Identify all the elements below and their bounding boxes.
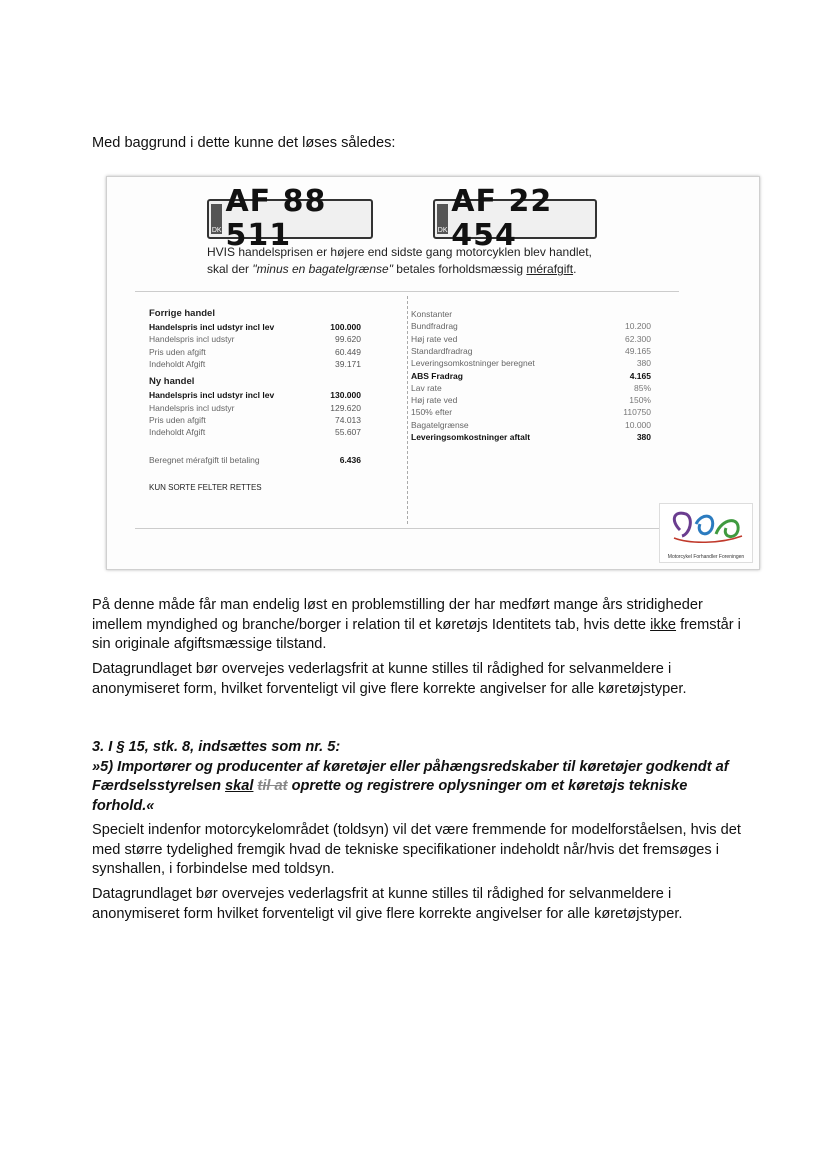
section-heading bbox=[92, 738, 742, 816]
caption-text: skal der bbox=[207, 262, 253, 276]
license-plate-new bbox=[433, 184, 597, 253]
paragraph-identity-loss bbox=[92, 596, 742, 655]
table-row-label: Bagatelgrænse bbox=[411, 419, 469, 430]
license-plate-old bbox=[207, 184, 373, 253]
caption-text: betales forholdsmæssig bbox=[392, 262, 527, 276]
table-row-value: 380 bbox=[636, 358, 651, 369]
table-row-value: 10.200 bbox=[625, 321, 651, 332]
intro-text: Med baggrund i dette kunne det løses således: bbox=[92, 135, 396, 151]
table-section-header: Forrige handel bbox=[149, 308, 215, 319]
tax-calculation-figure bbox=[106, 176, 760, 570]
column-divider bbox=[407, 296, 408, 524]
section-text: oprette og registrere oplysninger om et køretøjs tekniske forhold.« bbox=[92, 778, 688, 814]
table-row-value: 39.171 bbox=[335, 358, 361, 369]
caption-italic: "minus en bagatelgrænse" bbox=[252, 262, 393, 276]
table-row-value: 4.165 bbox=[629, 370, 651, 381]
plate-number: AF 22 454 bbox=[451, 184, 553, 253]
association-logo bbox=[659, 503, 753, 563]
section-struck-text: til at bbox=[257, 778, 288, 794]
country-code: DK bbox=[211, 204, 222, 234]
result-label: Beregnet mérafgift til betaling bbox=[149, 455, 260, 466]
table-row-value: 55.607 bbox=[335, 427, 361, 438]
table-footer-note: KUN SORTE FELTER RETTES bbox=[149, 483, 262, 493]
table-row-label: Standardfradrag bbox=[411, 345, 473, 356]
table-row-value: 49.165 bbox=[625, 345, 651, 356]
table-row-label: Leveringsomkostninger beregnet bbox=[411, 358, 535, 369]
table-row-value: 129.620 bbox=[330, 402, 361, 413]
table-row-label: Handelspris incl udstyr bbox=[149, 402, 235, 413]
caption-text: . bbox=[573, 262, 577, 276]
table-row-label: Høj rate ved bbox=[411, 333, 458, 344]
table-row-value: 99.620 bbox=[335, 334, 361, 345]
table-row-value: 110750 bbox=[623, 407, 651, 418]
paragraph-data-basis-2: Datagrundlaget bør overvejes vederlagsfrit at kunne stilles til rådighed for selvanmeldere i anonymiseret form hvilket forventeligt vil give flere korrekte angivelser for alle køretøjstyper. bbox=[92, 886, 683, 922]
table-row-value: 150% bbox=[629, 395, 651, 406]
table-row-label: Handelspris incl udstyr incl lev bbox=[149, 390, 275, 401]
calculation-table bbox=[135, 291, 679, 529]
table-section-header: Konstanter bbox=[411, 309, 453, 319]
table-row-value: 74.013 bbox=[335, 414, 361, 425]
figure-caption-line1: HVIS handelsprisen er højere end sidste gang motorcyklen blev handlet, bbox=[207, 245, 592, 259]
logo-mark-icon bbox=[660, 504, 752, 552]
plate-number: AF 88 511 bbox=[225, 184, 327, 253]
table-row-value: 100.000 bbox=[330, 322, 361, 332]
figure-caption-line2 bbox=[207, 262, 576, 276]
table-row-value: 10.000 bbox=[625, 419, 651, 430]
underlined-word: ikke bbox=[650, 616, 677, 633]
section-underlined: skal bbox=[225, 778, 254, 794]
paragraph-text: fremstår i sin originale afgiftsmæssige tilstand. bbox=[92, 616, 741, 652]
table-row-label: Lav rate bbox=[411, 382, 442, 393]
table-row-value: 130.000 bbox=[330, 390, 361, 401]
table-row-label: Indeholdt Afgift bbox=[149, 358, 206, 369]
paragraph-text: På denne måde får man endelig løst en problemstilling der har medført mange års stridigheder imellem myndighed og branche/borger i relation til et køretøjs Identitets tab, hvis dette bbox=[92, 597, 703, 633]
table-row-label: Leveringsomkostninger aftalt bbox=[411, 432, 531, 442]
section-text: »5) Importører og producenter af køretøjer eller påhængsredskaber til køretøjer godkendt af Færdselsstyrelsen bbox=[92, 758, 729, 794]
table-row-label: Handelspris incl udstyr bbox=[149, 334, 235, 345]
table-row-label: Pris uden afgift bbox=[149, 346, 206, 357]
table-row-label: Høj rate ved bbox=[411, 395, 458, 406]
country-code: DK bbox=[437, 204, 448, 234]
table-section-header: Ny handel bbox=[149, 376, 195, 388]
paragraph-motorcycle: Specielt indenfor motorcykelområdet (toldsyn) vil det være fremmende for modelforståelsen, hvis det med større tydelighed fremgik hvad de tekniske specifikationer indeholdt når/hvis det fremsøges i synshallen, i forbindelse med toldsyn. bbox=[92, 822, 741, 877]
table-row-label: 150% efter bbox=[411, 407, 453, 418]
table-row-value: 380 bbox=[636, 432, 651, 442]
table-row-value: 62.300 bbox=[625, 333, 651, 344]
logo-caption: Motorcykel Forhandler Foreningen bbox=[667, 554, 745, 560]
caption-underlined: mérafgift bbox=[526, 262, 574, 276]
section-title: 3. I § 15, stk. 8, indsættes som nr. 5: bbox=[92, 739, 341, 755]
table-row-label: ABS Fradrag bbox=[411, 370, 463, 381]
result-value: 6.436 bbox=[339, 455, 361, 466]
table-row-label: Indeholdt Afgift bbox=[149, 427, 206, 438]
table-row-label: Pris uden afgift bbox=[149, 414, 206, 425]
table-row-value: 85% bbox=[633, 382, 651, 393]
table-row-label: Bundfradrag bbox=[411, 321, 458, 332]
table-row-value: 60.449 bbox=[335, 346, 361, 357]
table-row-label: Handelspris incl udstyr incl lev bbox=[149, 322, 275, 332]
paragraph-data-basis: Datagrundlaget bør overvejes vederlagsfrit at kunne stilles til rådighed for selvanmeldere i anonymiseret form, hvilket forventeligt vil give flere korrekte angivelser for alle køretøjstyper. bbox=[92, 661, 687, 697]
